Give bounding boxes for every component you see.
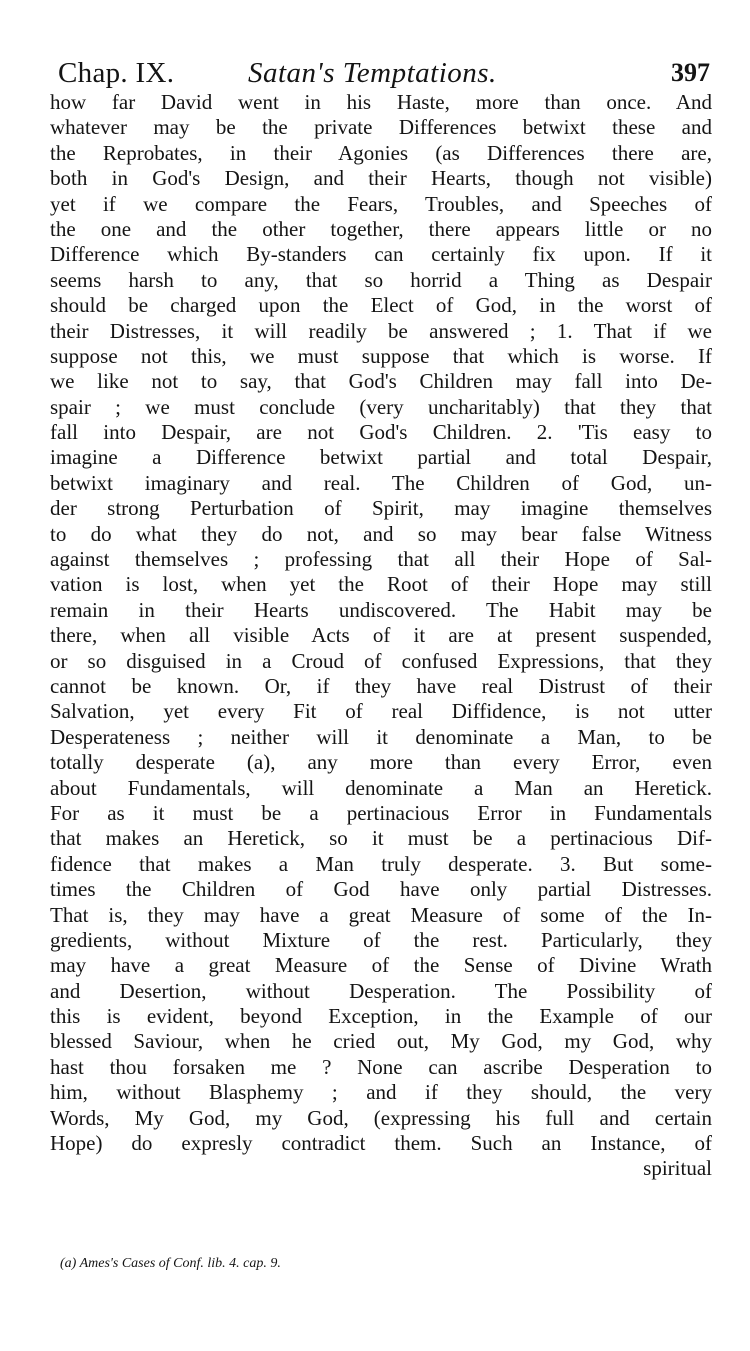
text-line: betwixt imaginary and real. The Children of God, un- bbox=[50, 470, 712, 495]
text-line: him, without Blasphemy ; and if they should, the very bbox=[50, 1080, 712, 1105]
text-line: that makes an Heretick, so it must be a pertinacious Dif- bbox=[50, 826, 712, 851]
text-line: should be charged upon the Elect of God, in the worst of bbox=[50, 293, 712, 318]
chapter-heading: Chap. IX. bbox=[58, 57, 175, 89]
text-line: blessed Saviour, when he cried out, My God, my God, why bbox=[50, 1029, 712, 1054]
text-line: spiritual bbox=[643, 1156, 712, 1181]
text-line: der strong Perturbation of Spirit, may imagine themselves bbox=[50, 496, 712, 521]
text-line: about Fundamentals, will denominate a Man an Heretick. bbox=[50, 775, 712, 800]
text-line: gredients, without Mixture of the rest. Particularly, they bbox=[50, 927, 712, 952]
text-line: we like not to say, that God's Children may fall into De- bbox=[50, 369, 712, 394]
text-line: totally desperate (a), any more than every Error, even bbox=[50, 750, 712, 775]
text-line: fidence that makes a Man truly desperate. 3. But some- bbox=[50, 851, 712, 876]
text-line: to do what they do not, and so may bear false Witness bbox=[50, 521, 712, 546]
body-text bbox=[50, 90, 712, 1182]
text-line: the one and the other together, there appears little or no bbox=[50, 216, 712, 241]
text-line: and Desertion, without Desperation. The Possibility of bbox=[50, 978, 712, 1003]
text-line: there, when all visible Acts of it are at present suspended, bbox=[50, 623, 712, 648]
text-line: this is evident, beyond Exception, in the Example of our bbox=[50, 1004, 712, 1029]
footnote: (a) Ames's Cases of Conf. lib. 4. cap. 9. bbox=[60, 1256, 281, 1271]
text-line: the Reprobates, in their Agonies (as Differences there are, bbox=[50, 140, 712, 165]
text-line: Difference which By-standers can certainly fix upon. If it bbox=[50, 242, 712, 267]
text-line: imagine a Difference betwixt partial and total Despair, bbox=[50, 445, 712, 470]
text-line: Salvation, yet every Fit of real Diffidence, is not utter bbox=[50, 699, 712, 724]
running-title: Satan's Temptations. bbox=[248, 57, 497, 89]
text-line: Hope) do expresly contradict them. Such an Instance, of bbox=[50, 1131, 712, 1156]
text-line: spair ; we must conclude (very uncharitably) that they that bbox=[50, 394, 712, 419]
text-line: or so disguised in a Croud of confused Expressions, that they bbox=[50, 648, 712, 673]
text-line: whatever may be the private Differences betwixt these and bbox=[50, 115, 712, 140]
text-line: their Distresses, it will readily be answered ; 1. That if we bbox=[50, 318, 712, 343]
page-number: 397 bbox=[671, 58, 710, 87]
text-line: cannot be known. Or, if they have real Distrust of their bbox=[50, 673, 712, 698]
text-line: times the Children of God have only partial Distresses. bbox=[50, 877, 712, 902]
text-line: That is, they may have a great Measure of some of the In- bbox=[50, 902, 712, 927]
text-line: both in God's Design, and their Hearts, though not visible) bbox=[50, 166, 712, 191]
text-line: vation is lost, when yet the Root of their Hope may still bbox=[50, 572, 712, 597]
text-line: fall into Despair, are not God's Children. 2. 'Tis easy to bbox=[50, 420, 712, 445]
text-line: yet if we compare the Fears, Troubles, and Speeches of bbox=[50, 191, 712, 216]
text-line: Desperateness ; neither will it denominate a Man, to be bbox=[50, 724, 712, 749]
text-line: how far David went in his Haste, more than once. And bbox=[50, 90, 712, 114]
text-line: remain in their Hearts undiscovered. The Habit may be bbox=[50, 597, 712, 622]
text-line: suppose not this, we must suppose that which is worse. If bbox=[50, 343, 712, 368]
text-line: Words, My God, my God, (expressing his full and certain bbox=[50, 1105, 712, 1130]
text-line: For as it must be a pertinacious Error in Fundamentals bbox=[50, 800, 712, 825]
text-line: against themselves ; professing that all their Hope of Sal- bbox=[50, 547, 712, 572]
text-line: hast thou forsaken me ? None can ascribe Desperation to bbox=[50, 1054, 712, 1079]
text-line: may have a great Measure of the Sense of Divine Wrath bbox=[50, 953, 712, 978]
text-line: seems harsh to any, that so horrid a Thing as Despair bbox=[50, 267, 712, 292]
